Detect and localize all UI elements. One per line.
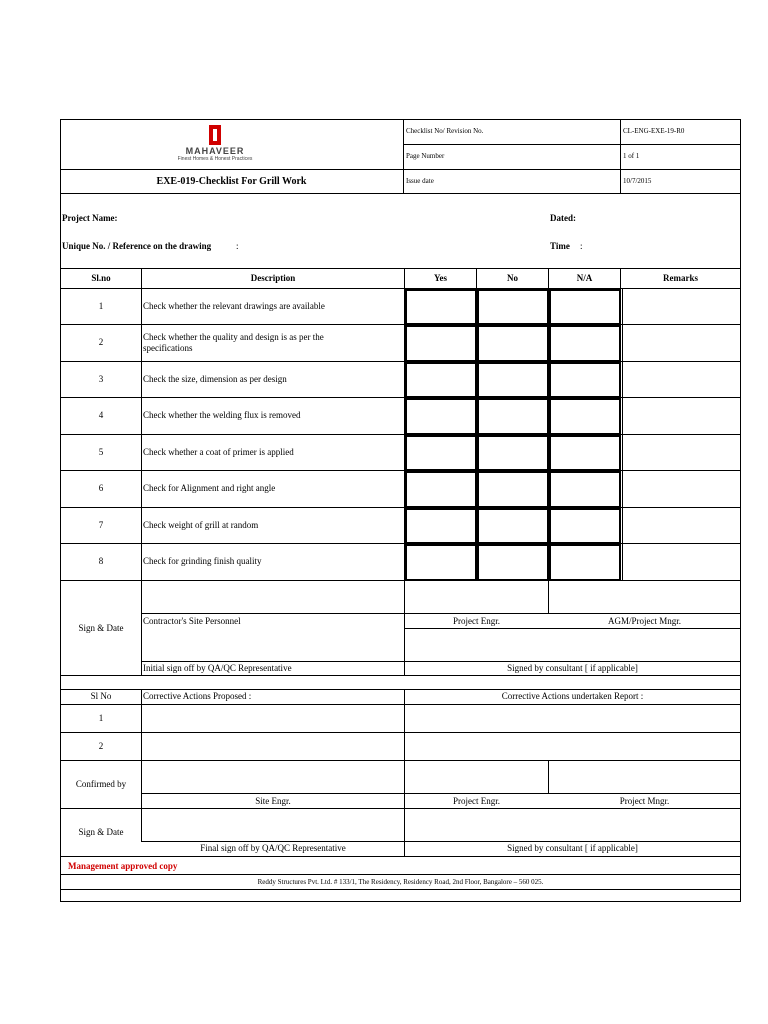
checkbox-na-2[interactable] bbox=[549, 325, 621, 362]
row-desc-5: Check whether a coat of primer is applied bbox=[143, 447, 294, 457]
row-num-3: 3 bbox=[98, 374, 104, 384]
project-engr-label-1: Project Engr. bbox=[453, 616, 500, 626]
document-title: EXE-019-Checklist For Grill Work bbox=[156, 176, 307, 187]
meta-label-page: Page Number bbox=[406, 152, 445, 160]
checkbox-na-8[interactable] bbox=[549, 544, 621, 581]
meta-value-issue: 10/7/2015 bbox=[623, 177, 652, 185]
consultant-label-1: Signed by consultant [ if applicable] bbox=[507, 663, 638, 673]
meta-value-page: 1 of 1 bbox=[623, 152, 640, 160]
row-num-4: 4 bbox=[98, 410, 104, 420]
checkbox-na-6[interactable] bbox=[549, 471, 621, 508]
company-logo bbox=[160, 124, 270, 166]
project-engr-label-2: Project Engr. bbox=[453, 796, 500, 806]
border-top bbox=[60, 119, 741, 120]
header-remarks: Remarks bbox=[663, 273, 698, 283]
checkbox-na-5[interactable] bbox=[549, 435, 621, 471]
checkbox-yes-8[interactable] bbox=[405, 544, 477, 581]
project-mngr-label: Project Mngr. bbox=[619, 796, 670, 806]
confirmed-by-label: Confirmed by bbox=[75, 779, 127, 789]
row-num-6: 6 bbox=[98, 483, 104, 493]
checkbox-yes-1[interactable] bbox=[405, 289, 477, 325]
checkbox-no-8[interactable] bbox=[477, 544, 549, 581]
row-desc-8: Check for grinding finish quality bbox=[143, 556, 262, 566]
checkbox-no-4[interactable] bbox=[477, 398, 549, 435]
checkbox-no-7[interactable] bbox=[477, 508, 549, 544]
meta-value-checklist: CL-ENG-EXE-19-R0 bbox=[623, 127, 685, 135]
consultant-label-2: Signed by consultant [ if applicable] bbox=[507, 843, 638, 853]
site-engr-label: Site Engr. bbox=[255, 796, 291, 806]
row-desc-2: Check whether the quality and design is as per the specifications bbox=[143, 332, 324, 353]
initial-signoff-label: Initial sign off by QA/QC Representative bbox=[143, 663, 292, 673]
checkbox-na-4[interactable] bbox=[549, 398, 621, 435]
unique-ref-colon: : bbox=[236, 241, 239, 251]
management-approved-label: Management approved copy bbox=[68, 861, 178, 871]
row-desc-6: Check for Alignment and right angle bbox=[143, 483, 276, 493]
time-colon: : bbox=[580, 241, 583, 251]
checkbox-yes-4[interactable] bbox=[405, 398, 477, 435]
checkbox-no-2[interactable] bbox=[477, 325, 549, 362]
checkbox-no-1[interactable] bbox=[477, 289, 549, 325]
header-slno: Sl.no bbox=[91, 273, 111, 283]
row-desc-7: Check weight of grill at random bbox=[143, 520, 259, 530]
time-label: Time bbox=[550, 241, 570, 251]
company-address: Reddy Structures Pvt. Ltd. # 133/1, The Residency, Residency Road, 2nd Floor, Bangalore – 560 025. bbox=[257, 878, 544, 886]
row-num-8: 8 bbox=[98, 556, 104, 566]
header-description: Description bbox=[250, 273, 296, 283]
logo-mark-icon bbox=[206, 124, 224, 146]
row-desc-3: Check the size, dimension as per design bbox=[143, 374, 287, 384]
agm-label: AGM/Project Mngr. bbox=[608, 616, 681, 626]
checkbox-yes-2[interactable] bbox=[405, 325, 477, 362]
checkbox-yes-5[interactable] bbox=[405, 435, 477, 471]
row-num-7: 7 bbox=[98, 520, 104, 530]
checkbox-na-3[interactable] bbox=[549, 362, 621, 398]
corrective-row-2: 2 bbox=[98, 741, 104, 751]
project-name-label: Project Name: bbox=[62, 213, 118, 223]
row-num-2: 2 bbox=[98, 337, 104, 347]
contractor-label: Contractor's Site Personnel bbox=[143, 616, 241, 626]
dated-label: Dated: bbox=[550, 213, 576, 223]
logo-name: MAHAVEER bbox=[185, 146, 245, 156]
checkbox-yes-3[interactable] bbox=[405, 362, 477, 398]
border-bottom bbox=[60, 901, 741, 902]
checkbox-na-7[interactable] bbox=[549, 508, 621, 544]
header-yes: Yes bbox=[434, 273, 447, 283]
row-desc-4: Check whether the welding flux is removed bbox=[143, 410, 301, 420]
final-signoff-label: Final sign off by QA/QC Representative bbox=[200, 843, 346, 853]
header-no: No bbox=[507, 273, 518, 283]
sign-date-label-2: Sign & Date bbox=[78, 827, 124, 837]
corrective-proposed-header: Corrective Actions Proposed : bbox=[143, 691, 252, 701]
corrective-undertaken-header: Corrective Actions undertaken Report : bbox=[501, 691, 644, 701]
logo-tagline: Finest Homes & Honest Practices bbox=[177, 156, 253, 162]
checkbox-na-1[interactable] bbox=[549, 289, 621, 325]
row-num-1: 1 bbox=[98, 301, 104, 311]
checkbox-no-5[interactable] bbox=[477, 435, 549, 471]
checkbox-yes-6[interactable] bbox=[405, 471, 477, 508]
sign-date-label-1: Sign & Date bbox=[78, 623, 124, 633]
checkbox-no-3[interactable] bbox=[477, 362, 549, 398]
row-desc-1: Check whether the relevant drawings are available bbox=[143, 301, 325, 311]
border-right bbox=[740, 119, 741, 902]
meta-label-checklist: Checklist No/ Revision No. bbox=[406, 127, 484, 135]
unique-ref-label: Unique No. / Reference on the drawing bbox=[62, 241, 212, 251]
checkbox-no-6[interactable] bbox=[477, 471, 549, 508]
checkbox-yes-7[interactable] bbox=[405, 508, 477, 544]
meta-label-issue: Issue date bbox=[406, 177, 434, 185]
corrective-slno-header: Sl No bbox=[90, 691, 112, 701]
header-na: N/A bbox=[576, 273, 593, 283]
row-num-5: 5 bbox=[98, 447, 104, 457]
corrective-row-1: 1 bbox=[98, 713, 104, 723]
